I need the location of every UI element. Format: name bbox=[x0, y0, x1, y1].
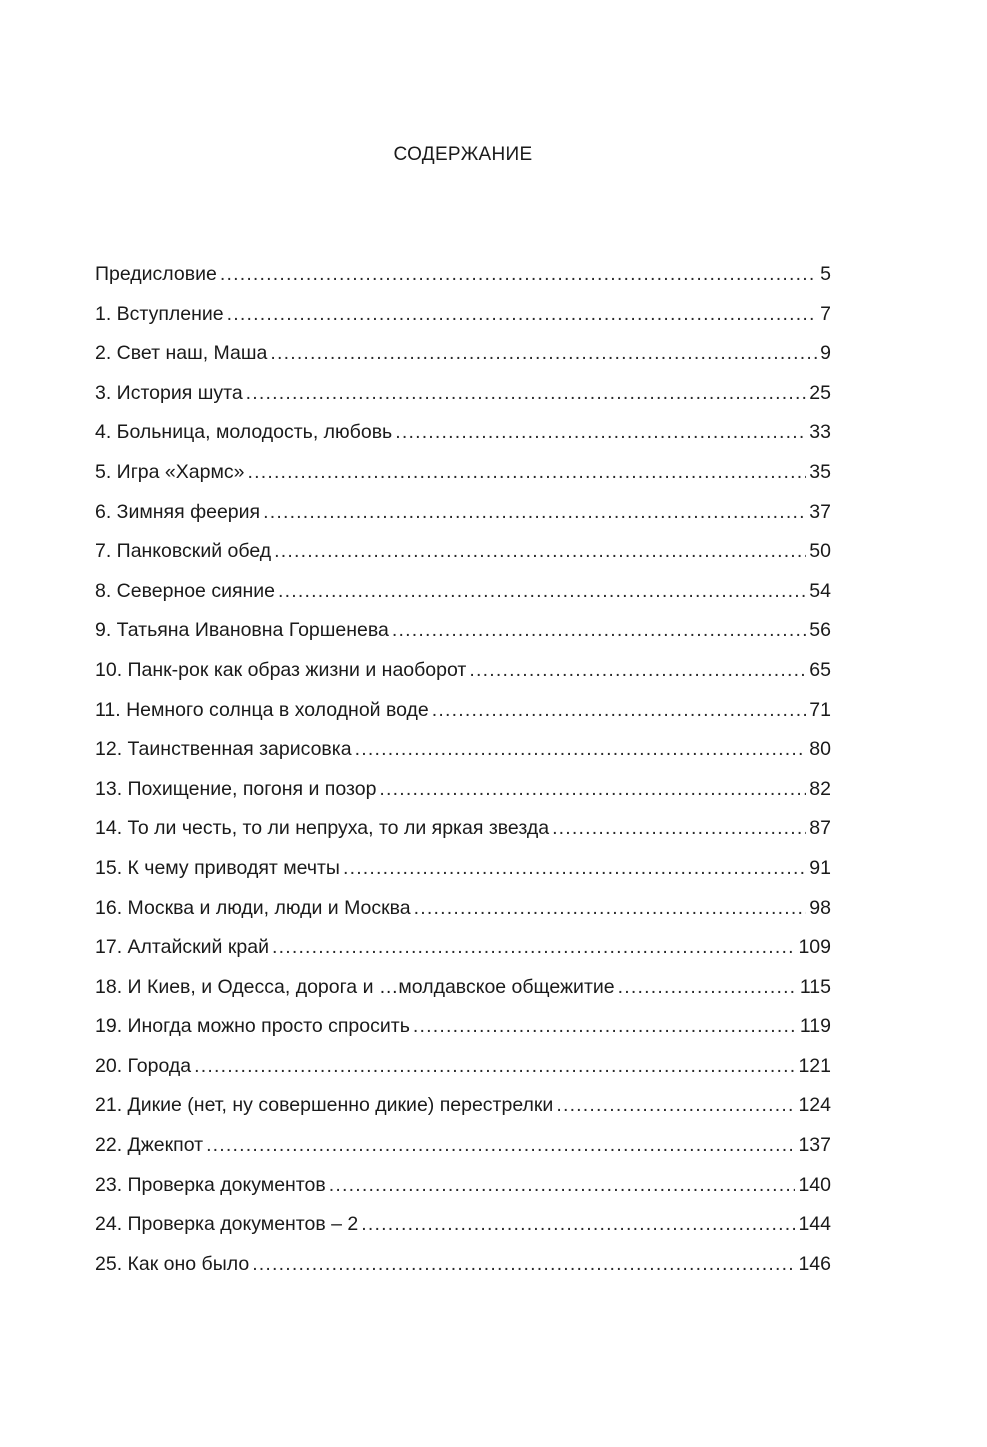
entry-title: 24. Проверка документов – 2 bbox=[95, 1213, 359, 1236]
toc-entry-3 bbox=[95, 380, 831, 420]
toc-entry-18 bbox=[95, 974, 831, 1014]
dot-leader bbox=[194, 1053, 795, 1079]
toc-entry-7 bbox=[95, 538, 831, 578]
dot-leader bbox=[414, 895, 807, 921]
dot-leader bbox=[343, 855, 806, 881]
entry-page-number: 98 bbox=[809, 896, 831, 919]
entry-title: 7. Панковский обед bbox=[95, 540, 272, 563]
entry-page-number: 33 bbox=[809, 421, 831, 444]
toc-entry-6 bbox=[95, 499, 831, 539]
dot-leader bbox=[247, 459, 806, 485]
toc-entry-13 bbox=[95, 776, 831, 816]
toc-title: СОДЕРЖАНИЕ bbox=[393, 144, 533, 165]
toc-entry-12 bbox=[95, 736, 831, 776]
toc-list bbox=[95, 261, 831, 1290]
toc-entry-20 bbox=[95, 1053, 831, 1093]
entry-title: 11. Немного солнца в холодной воде bbox=[95, 698, 429, 721]
entry-page-number: 56 bbox=[809, 619, 831, 642]
toc-entry-8 bbox=[95, 578, 831, 618]
dot-leader bbox=[379, 776, 806, 802]
entry-page-number: 144 bbox=[798, 1213, 831, 1236]
entry-title: 22. Джекпот bbox=[95, 1134, 204, 1157]
entry-title: 4. Больница, молодость, любовь bbox=[95, 421, 393, 444]
toc-entry-22 bbox=[95, 1132, 831, 1172]
entry-page-number: 137 bbox=[798, 1134, 831, 1157]
dot-leader bbox=[361, 1211, 795, 1237]
entry-title: 18. И Киев, и Одесса, дорога и …молдавское общежитие bbox=[95, 975, 615, 998]
entry-page-number: 109 bbox=[798, 936, 831, 959]
toc-entry-2 bbox=[95, 340, 831, 380]
entry-title: 3. История шута bbox=[95, 381, 243, 404]
dot-leader bbox=[272, 934, 795, 960]
dot-leader bbox=[469, 657, 806, 683]
entry-title: 8. Северное сияние bbox=[95, 579, 276, 602]
toc-entry-10 bbox=[95, 657, 831, 697]
entry-title: 6. Зимняя феерия bbox=[95, 500, 261, 523]
entry-page-number: 5 bbox=[820, 263, 831, 285]
entry-title: Предисловие bbox=[95, 263, 217, 285]
entry-title: 17. Алтайский край bbox=[95, 936, 269, 959]
dot-leader bbox=[432, 697, 807, 723]
dot-leader bbox=[227, 301, 818, 327]
entry-page-number: 140 bbox=[798, 1173, 831, 1196]
entry-title: 23. Проверка документов bbox=[95, 1173, 326, 1196]
entry-title: 19. Иногда можно просто спросить bbox=[95, 1015, 410, 1038]
entry-title: 21. Дикие (нет, ну совершенно дикие) перестрелки bbox=[95, 1094, 554, 1117]
entry-page-number: 35 bbox=[809, 460, 831, 483]
toc-entry-14 bbox=[95, 815, 831, 855]
entry-page-number: 91 bbox=[809, 856, 831, 879]
toc-entry-4 bbox=[95, 419, 831, 459]
dot-leader bbox=[246, 380, 807, 406]
entry-page-number: 115 bbox=[799, 975, 831, 998]
entry-title: 12. Таинственная зарисовка bbox=[95, 738, 352, 761]
entry-title: 9. Татьяна Ивановна Горшенева bbox=[95, 619, 389, 642]
entry-title: 2. Свет наш, Маша bbox=[95, 342, 268, 365]
toc-entry-5 bbox=[95, 459, 831, 499]
dot-leader bbox=[278, 578, 806, 604]
entry-title: 20. Города bbox=[95, 1054, 192, 1077]
toc-entry-15 bbox=[95, 855, 831, 895]
dot-leader bbox=[252, 1251, 795, 1277]
toc-entry-17 bbox=[95, 934, 831, 974]
dot-leader bbox=[329, 1172, 796, 1198]
entry-title: 1. Вступление bbox=[95, 302, 224, 325]
entry-title: 5. Игра «Хармс» bbox=[95, 460, 245, 483]
entry-page-number: 87 bbox=[809, 817, 831, 840]
entry-page-number: 65 bbox=[809, 658, 831, 681]
toc-entry-19 bbox=[95, 1013, 831, 1053]
entry-page-number: 9 bbox=[820, 342, 831, 365]
toc-entry-25 bbox=[95, 1251, 831, 1291]
entry-page-number: 50 bbox=[809, 540, 831, 563]
entry-page-number: 25 bbox=[809, 381, 831, 404]
dot-leader bbox=[395, 419, 806, 445]
entry-page-number: 82 bbox=[809, 777, 831, 800]
toc-entry-23 bbox=[95, 1172, 831, 1212]
toc-entry-preface bbox=[95, 261, 831, 301]
entry-page-number: 124 bbox=[798, 1094, 831, 1117]
dot-leader bbox=[618, 974, 797, 1000]
entry-page-number: 54 bbox=[809, 579, 831, 602]
dot-leader bbox=[413, 1013, 797, 1039]
entry-page-number: 119 bbox=[799, 1015, 831, 1038]
toc-entry-24 bbox=[95, 1211, 831, 1251]
entry-page-number: 146 bbox=[798, 1252, 831, 1275]
entry-page-number: 71 bbox=[809, 698, 831, 721]
entry-title: 10. Панк-рок как образ жизни и наоборот bbox=[95, 658, 467, 681]
entry-title: 15. К чему приводят мечты bbox=[95, 856, 340, 879]
toc-entry-16 bbox=[95, 895, 831, 935]
entry-page-number: 7 bbox=[820, 302, 831, 325]
entry-page-number: 121 bbox=[798, 1054, 831, 1077]
dot-leader bbox=[355, 736, 807, 762]
entry-title: 16. Москва и люди, люди и Москва bbox=[95, 896, 411, 919]
toc-entry-21 bbox=[95, 1092, 831, 1132]
dot-leader bbox=[552, 815, 806, 841]
dot-leader bbox=[556, 1092, 795, 1118]
dot-leader bbox=[263, 499, 806, 525]
dot-leader bbox=[392, 617, 806, 643]
dot-leader bbox=[220, 261, 817, 287]
dot-leader bbox=[270, 340, 817, 366]
entry-title: 14. То ли честь, то ли непруха, то ли яркая звезда bbox=[95, 817, 550, 840]
dot-leader bbox=[206, 1132, 795, 1158]
toc-entry-1 bbox=[95, 301, 831, 341]
entry-page-number: 80 bbox=[809, 738, 831, 761]
entry-page-number: 37 bbox=[809, 500, 831, 523]
dot-leader bbox=[274, 538, 806, 564]
toc-entry-11 bbox=[95, 697, 831, 737]
toc-entry-9 bbox=[95, 617, 831, 657]
entry-title: 13. Похищение, погоня и позор bbox=[95, 777, 377, 800]
entry-title: 25. Как оно было bbox=[95, 1252, 250, 1275]
